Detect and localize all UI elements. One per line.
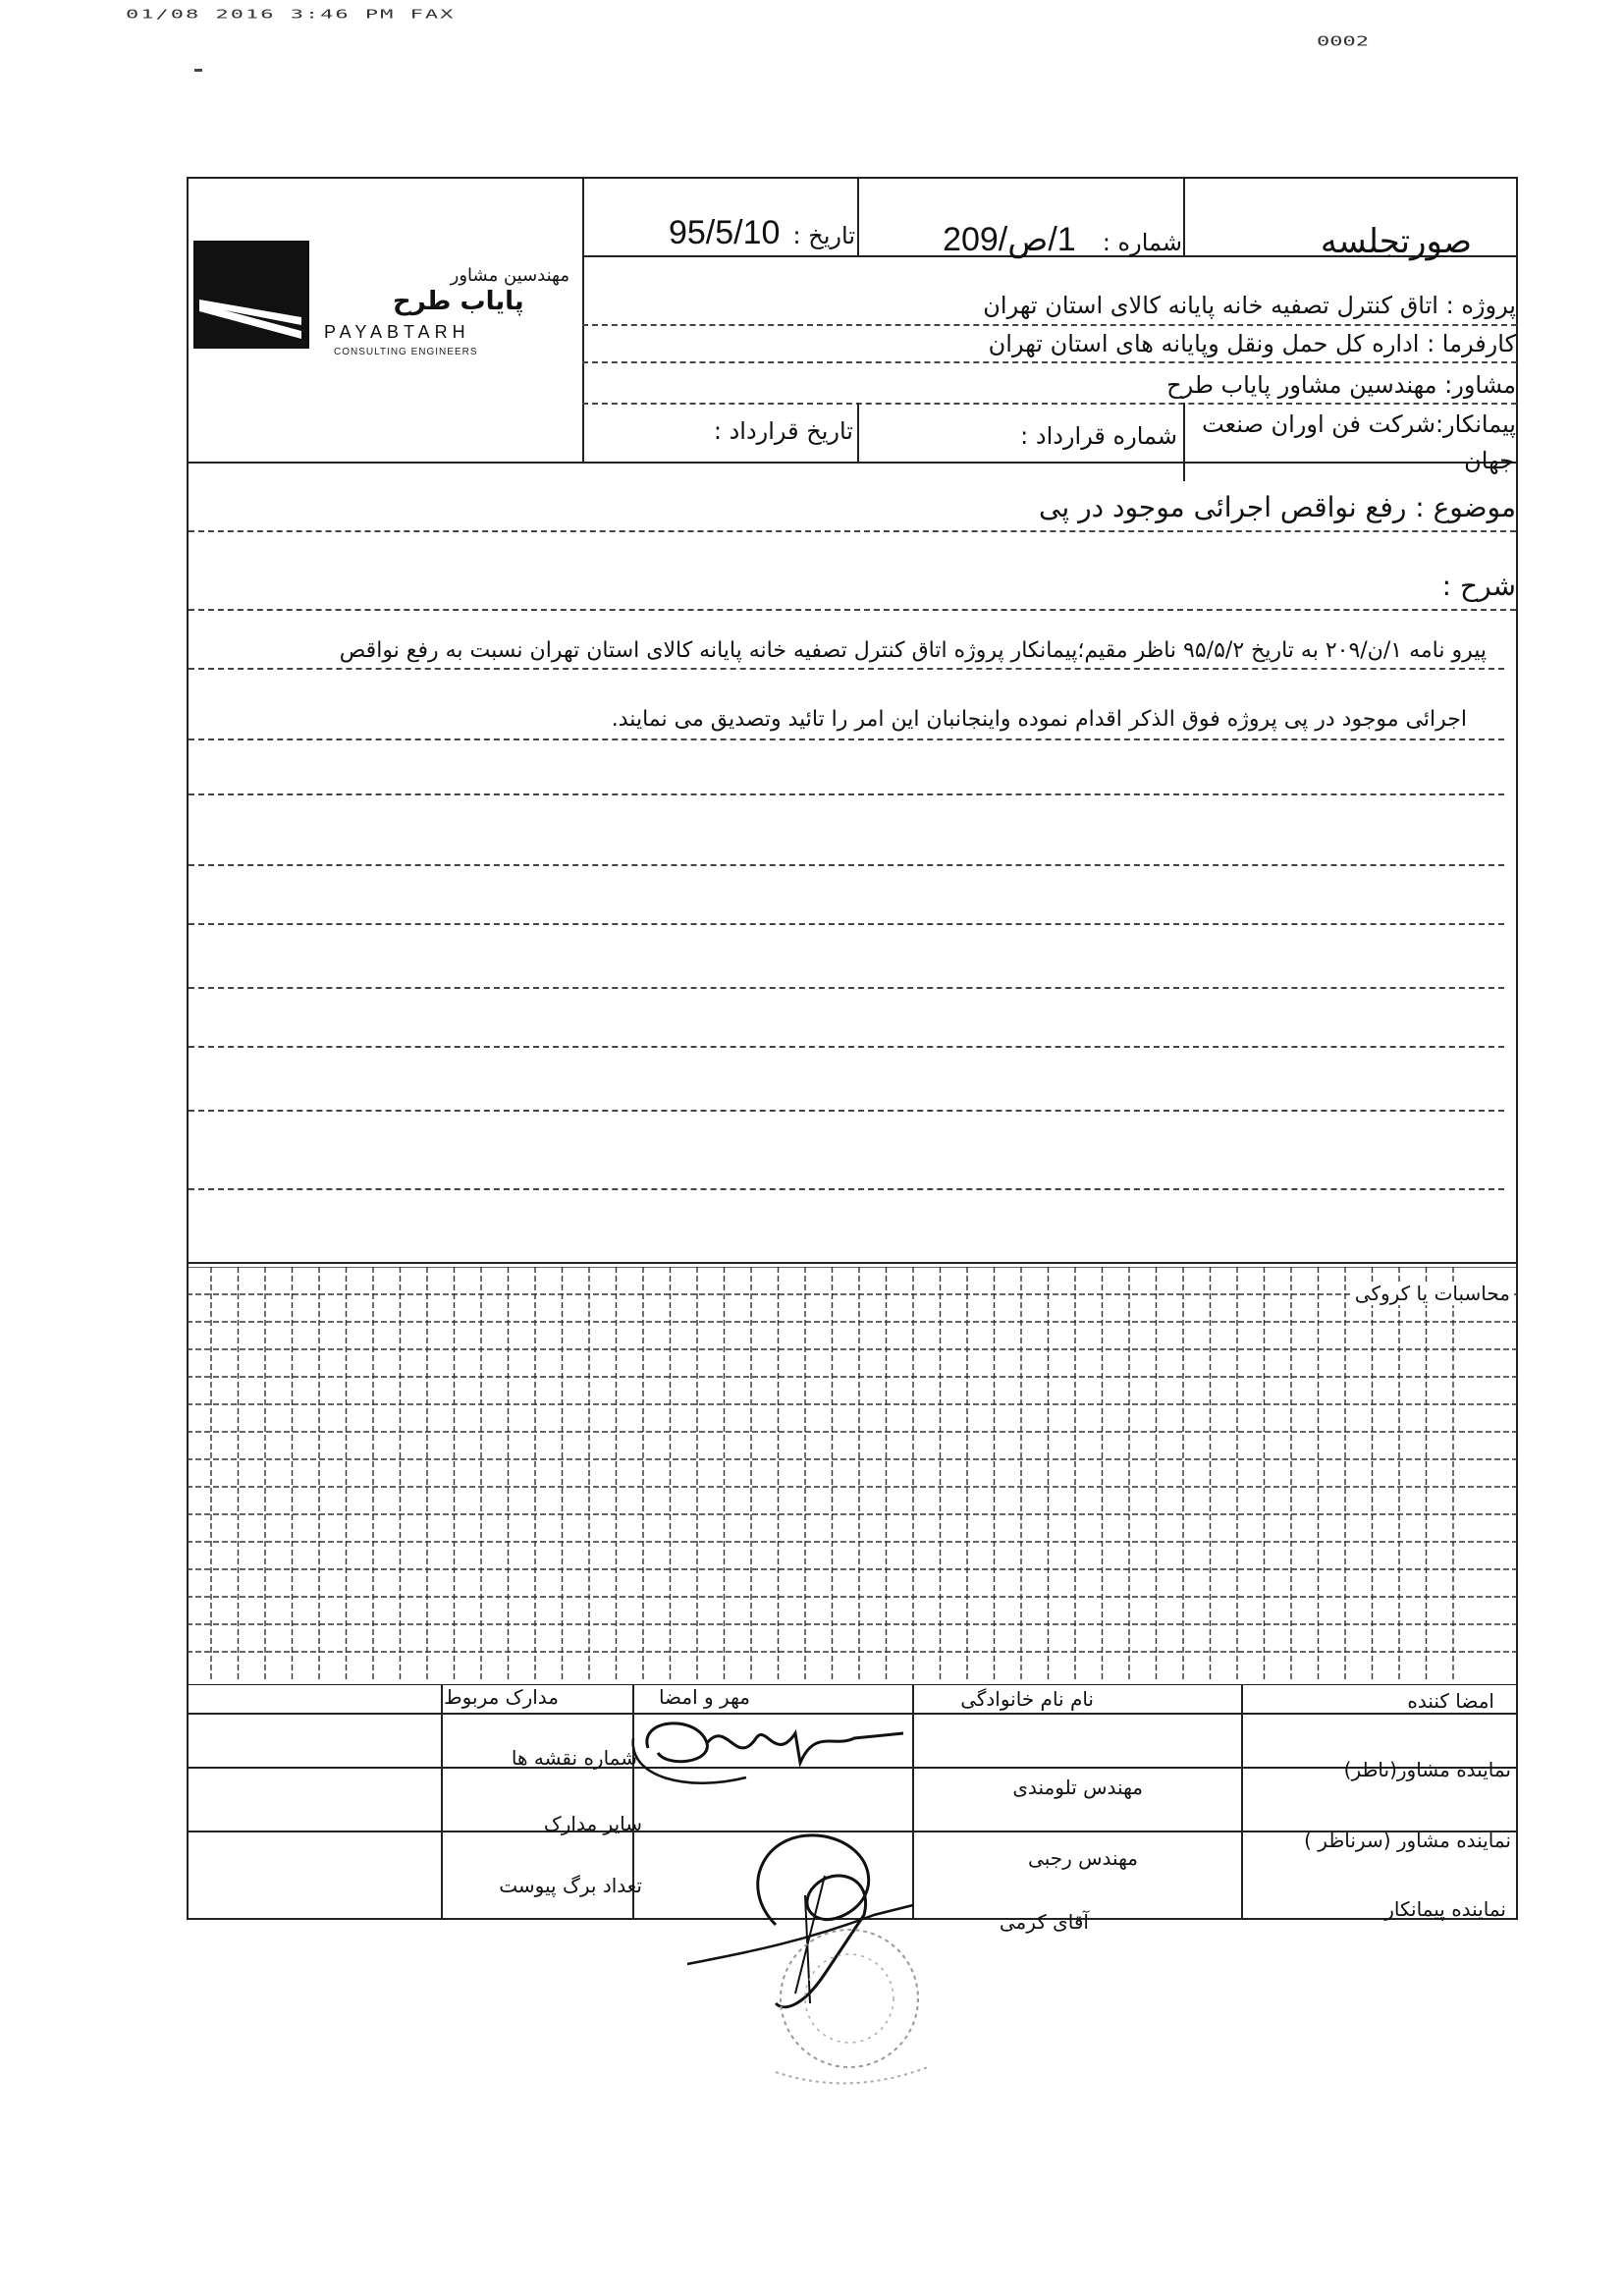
company-name-fa-line2: پایاب طرح bbox=[393, 287, 524, 316]
row-3-name: آقای کرمی bbox=[999, 1910, 1089, 1934]
signature-1-icon bbox=[628, 1709, 913, 1797]
row-3-role: نماینده پیمانکار bbox=[1384, 1897, 1506, 1921]
project-rule bbox=[582, 324, 1517, 326]
number-field bbox=[943, 220, 1182, 259]
fax-page-code: 0002 bbox=[1317, 34, 1369, 49]
number-divider bbox=[1183, 179, 1185, 257]
signer-header: امضا کننده bbox=[1407, 1689, 1494, 1713]
description-rule-2 bbox=[189, 668, 1504, 670]
employer-field: کارفرما : اداره کل حمل ونقل وپایانه های استان تهران bbox=[988, 330, 1516, 357]
row-1-doc: شماره نقشه ها bbox=[511, 1746, 637, 1770]
contract-date-divider bbox=[857, 403, 859, 464]
header-bottom-rule bbox=[187, 462, 1518, 464]
project-field: پروژه : اتاق کنترل تصفیه خانه پایانه کالای استان تهران bbox=[983, 292, 1516, 319]
consultant-rule bbox=[582, 403, 1517, 405]
logo-divider bbox=[582, 179, 584, 464]
description-rule-8 bbox=[189, 1046, 1504, 1048]
description-label: شرح : bbox=[1441, 570, 1516, 602]
description-rule-7 bbox=[189, 987, 1504, 989]
company-name-en-sub: CONSULTING ENGINEERS bbox=[334, 347, 478, 357]
row-2-name: مهندس رجبی bbox=[1028, 1846, 1138, 1870]
scan-speck bbox=[194, 69, 202, 72]
description-rule-5 bbox=[189, 864, 1504, 866]
number-value: 1/ص/209 bbox=[943, 221, 1076, 258]
description-rule-3 bbox=[189, 738, 1504, 740]
contractor-field-line2: جهان bbox=[1464, 447, 1514, 474]
description-line-2: اجرائی موجود در پی پروژه فوق الذکر اقدام نموده واینجانبان این امر را تائید وتصدیق می نمایند. bbox=[611, 707, 1467, 732]
description-bottom-rule bbox=[187, 1262, 1518, 1264]
fax-header: 01/08 2016 3:46 PM FAX bbox=[126, 8, 456, 22]
company-seal-icon bbox=[756, 1915, 943, 2092]
subject-rule bbox=[189, 530, 1516, 532]
row-2-doc: سایر مدارک bbox=[543, 1812, 642, 1835]
date-field bbox=[669, 214, 855, 252]
document-title: صورتجلسه bbox=[1320, 222, 1472, 261]
row-1-name: مهندس تلومندی bbox=[1012, 1776, 1143, 1799]
consultant-field: مشاور: مهندسین مشاور پایاب طرح bbox=[1166, 371, 1516, 399]
row-3-doc: تعداد برگ پیوست bbox=[499, 1874, 642, 1897]
description-rule-9 bbox=[189, 1110, 1504, 1112]
date-divider bbox=[857, 179, 859, 257]
row-2-role: نماینده مشاور (سرناظر ) bbox=[1304, 1829, 1511, 1852]
date-value: 95/5/10 bbox=[668, 214, 781, 251]
contract-number-divider bbox=[1183, 403, 1185, 481]
docs-header: مدارک مربوط bbox=[444, 1685, 559, 1709]
description-rule-10 bbox=[189, 1188, 1504, 1190]
row-1-role: نماینده مشاور(ناظر) bbox=[1343, 1758, 1511, 1781]
sketch-label: محاسبات یا کروکی bbox=[1351, 1282, 1514, 1305]
subject-field: موضوع : رفع نواقص اجرائی موجود در پی bbox=[1039, 491, 1516, 523]
sketch-grid bbox=[187, 1267, 1518, 1679]
description-line-1: پیرو نامه ۱/ن/۲۰۹ به تاریخ ۹۵/۵/۲ ناظر مقیم؛پیمانکار پروژه اتاق کنترل تصفیه خانه پایانه کالای استان تهران نسبت به رفع نواقص bbox=[339, 638, 1487, 663]
contract-date-label: تاریخ قرارداد : bbox=[713, 417, 853, 445]
date-label: تاریخ : bbox=[792, 222, 855, 249]
description-rule-6 bbox=[189, 923, 1504, 925]
number-label: شماره : bbox=[1102, 229, 1182, 256]
contractor-field: پیمانکار:شرکت فن اوران صنعت bbox=[1202, 410, 1516, 438]
description-rule-4 bbox=[189, 793, 1504, 795]
company-name-fa-line1: مهندسین مشاور bbox=[450, 265, 569, 286]
company-name-en: PAYABTARH bbox=[324, 322, 470, 342]
company-logo-icon bbox=[193, 241, 309, 349]
employer-rule bbox=[582, 361, 1517, 363]
name-header: نام نام خانوادگی bbox=[960, 1687, 1094, 1711]
contract-number-label: شماره قرارداد : bbox=[1020, 422, 1177, 450]
seal-header: مهر و امضا bbox=[658, 1685, 750, 1709]
description-rule-1 bbox=[189, 609, 1516, 611]
